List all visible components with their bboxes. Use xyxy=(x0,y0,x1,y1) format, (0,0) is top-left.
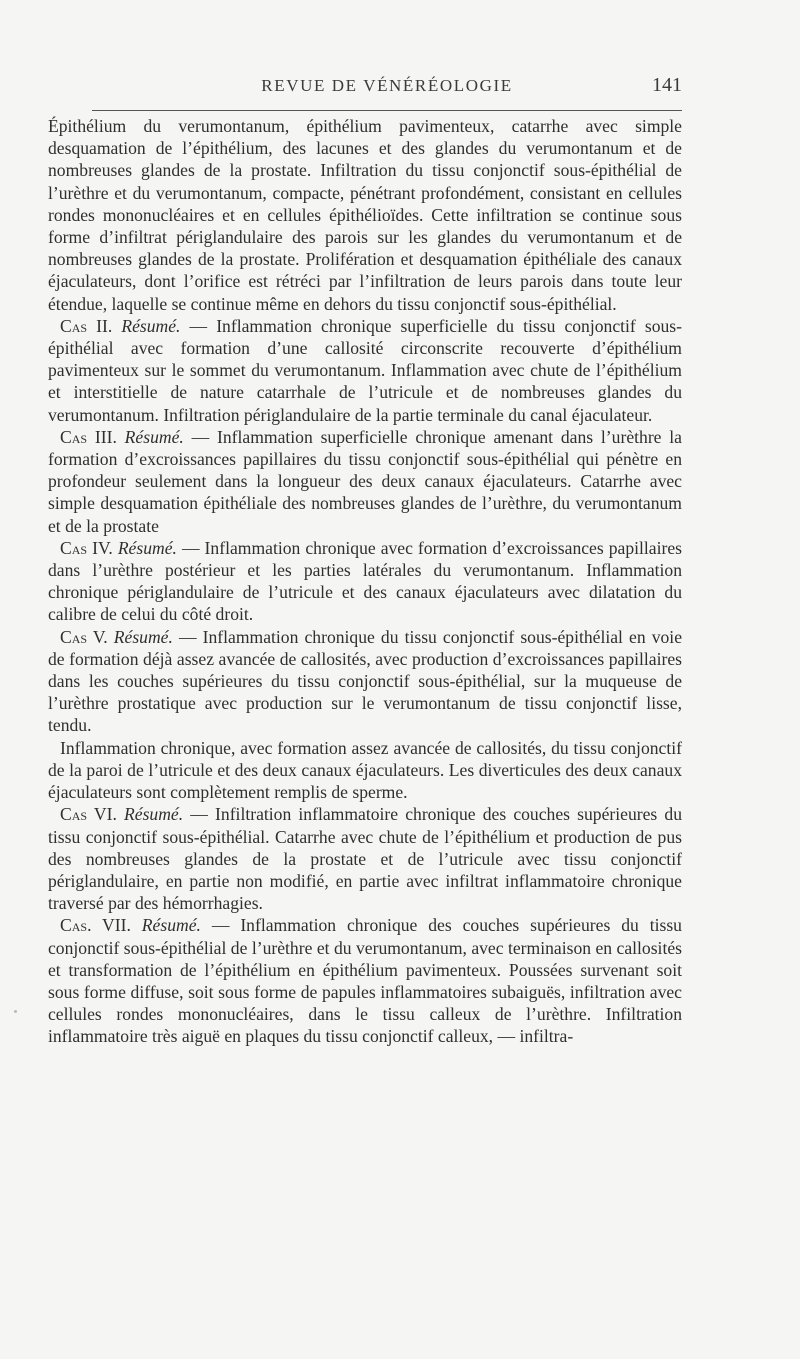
paragraph-case-3 xyxy=(48,426,682,537)
resume-label: Résumé. xyxy=(124,426,184,447)
paragraph-text: Épithélium du verumontanum, épithélium pavimenteux, catarrhe avec simple desquamation de l’épithélium, des lacunes et des glandes du verumontanum et de nombreuses glandes de la prostate. Infiltration du tissu conjonctif sous-épithélial de l’urèthre et du verumontanum, compacte, pénétrant profondément, consistant en cellules rondes mononucléaires et en cellules épithélioïdes. Cette infiltration se continue sous forme d’infiltrat périglandulaire des parois sur les glandes du verumontanum et de nombreuses glandes de la prostate. Prolifération et desquamation épithéliale des canaux éjaculateurs, dont l’orifice est rétréci par l’infiltration de leurs parois dans toute leur étendue, laquelle se continue même en dehors du tissu conjonctif sous-épithélial. xyxy=(48,116,682,314)
resume-label: Résumé. xyxy=(113,626,173,647)
page-number: 141 xyxy=(652,74,682,96)
paragraph-case-5 xyxy=(48,626,682,737)
case-label: Cas VI. xyxy=(60,804,117,825)
case-label: Cas. VII. xyxy=(60,915,131,936)
paragraph-text: Inflammation chronique, avec formation assez avancée de callosités, du tissu conjonctif de la paroi de l’utricule et des deux canaux éjaculateurs. Les diverticules des deux canaux éjaculateurs sont complètement remplis de sperme. xyxy=(48,737,682,803)
paragraph-text: — Inflammation chronique avec formation d’excroissances papillaires dans l’urèthre postérieur et les parties latérales du verumontanum. Inflammation chronique périglandulaire de l’utricule et des canaux éjaculateurs avec dilatation du calibre de celui du côté droit. xyxy=(48,537,682,625)
paragraph-text: — Inflammation superficielle chronique amenant dans l’urèthre la formation d’excroissances papillaires du tissu conjonctif sous-épithélial qui pénètre en profondeur seulement dans la longueur des deux canaux éjaculateurs. Catarrhe avec simple desquamation épithéliale des nombreuses glandes de l’urèthre, du verumontanum et de la prostate xyxy=(48,426,682,536)
paragraph-case-2 xyxy=(48,315,682,426)
resume-label: Résumé. xyxy=(121,315,181,336)
running-head xyxy=(92,76,682,100)
body-text xyxy=(48,115,682,1048)
paragraph-text: — Inflammation chronique des couches supérieures du tissu conjonctif sous-épithélial de l’urèthre et du verumontanum, avec terminaison en callosités et transformation de l’épithélium en épithélium pavimenteux. Poussées survenant soit sous forme diffuse, soit sous forme de papules inflammatoires subaiguës, infiltration avec cellules rondes mononucléaires, dans le tissu calleux de l’urèthre. Infiltration inflammatoire très aiguë en plaques du tissu conjonctif calleux, — infiltra- xyxy=(48,915,682,1047)
resume-label: Résumé. xyxy=(141,915,201,936)
paper-speck xyxy=(14,1010,17,1013)
paragraph-text: — Infiltration inflammatoire chronique des couches supérieures du tissu conjonctif sous-épithélial. Catarrhe avec chute de l’épithélium et production de pus des nombreuses glandes de la prostate et de l’utricule avec tissu conjonctif périglandulaire, en partie non modifié, en partie avec infiltrat inflammatoire chronique traversé par des hémorrhagies. xyxy=(48,804,682,914)
paragraph-case-4 xyxy=(48,537,682,626)
case-label: Cas IV. xyxy=(60,537,113,558)
case-label: Cas III. xyxy=(60,426,117,447)
resume-label: Résumé. xyxy=(124,804,184,825)
paragraph-case-5-continued xyxy=(48,737,682,804)
case-label: Cas II. xyxy=(60,315,113,336)
running-title: REVUE DE VÉNÉRÉOLOGIE xyxy=(261,76,513,95)
case-label: Cas V. xyxy=(60,626,108,647)
paragraph-text: — Inflammation chronique du tissu conjonctif sous-épithélial en voie de formation déjà assez avancée de callosités, avec production d’excroissances papillaires dans les couches supérieures du tissu conjonctif sous-épithélial, sur la muqueuse de l’urèthre prostatique avec production sur le verumontanum de tissu conjonctif lisse, tendu. xyxy=(48,626,682,736)
paragraph-case-6 xyxy=(48,803,682,914)
paragraph-text: — Inflammation chronique superficielle du tissu conjonctif sous-épithélial avec formation d’une callosité circonscrite recouverte d’épithélium pavimenteux sur le sommet du verumontanum. Inflammation avec chute de l’épithélium et interstitielle de nature catarrhale de l’utricule et de nombreuses glandes du verumontanum. Infiltration périglandulaire de la partie terminale du canal éjaculateur. xyxy=(48,315,682,425)
header-rule xyxy=(92,110,682,111)
paragraph xyxy=(48,115,682,315)
paragraph-case-7 xyxy=(48,914,682,1047)
resume-label: Résumé. xyxy=(117,537,177,558)
